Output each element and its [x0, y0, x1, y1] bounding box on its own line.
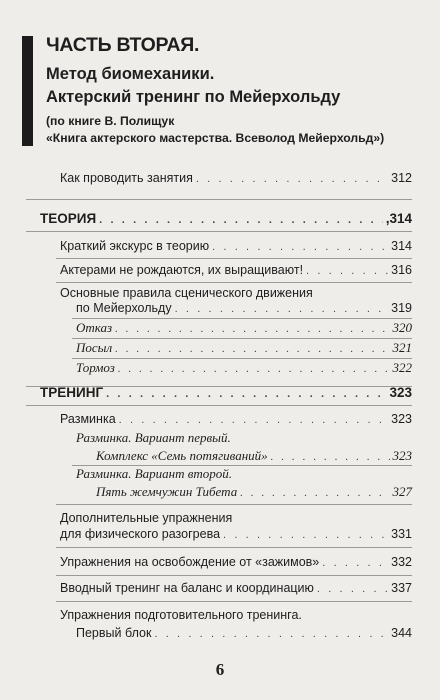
- toc-entry-title-line-1: Разминка. Вариант первый.: [76, 430, 231, 445]
- toc-section-title: ТРЕНИНГ: [40, 385, 104, 400]
- leader-dots: [175, 301, 389, 317]
- entry-divider: [72, 318, 412, 319]
- toc-entry-page: 337: [391, 581, 412, 595]
- toc-entry-page: 327: [392, 484, 412, 499]
- toc-entry-title: Краткий экскурс в теорию: [60, 239, 210, 253]
- page-number: 6: [215, 660, 225, 679]
- toc-entry-title: Тормоз: [76, 360, 115, 375]
- leader-dots: [271, 449, 390, 465]
- toc-entry-title-line-1: Дополнительные упражнения: [60, 511, 233, 525]
- toc-entry-page: 320: [392, 320, 412, 335]
- leader-dots: [223, 527, 388, 543]
- toc-entry-title-line-1: Разминка. Вариант второй.: [76, 466, 233, 481]
- toc-entry-page: 344: [391, 626, 412, 640]
- toc-entry-title: Разминка: [60, 412, 116, 426]
- toc-section-training[interactable]: [40, 385, 412, 402]
- leader-dots: [317, 581, 388, 597]
- toc-entry-page: 321: [392, 340, 412, 355]
- toc-section-theory[interactable]: [40, 211, 412, 228]
- entry-divider: [72, 338, 412, 339]
- toc-section-page: ,314: [385, 211, 412, 226]
- toc-entry-title: по Мейерхольду: [76, 301, 172, 315]
- entry-divider: [56, 575, 412, 576]
- leader-dots: [118, 361, 390, 377]
- toc-subentry[interactable]: [76, 320, 412, 337]
- leader-dots: [240, 485, 389, 501]
- section-divider: [26, 231, 412, 232]
- toc-subentry[interactable]: [76, 340, 412, 357]
- leader-dots: [106, 386, 386, 402]
- leader-dots: [322, 555, 388, 571]
- leader-dots: [154, 626, 388, 642]
- toc-entry-title: Посыл: [76, 340, 113, 355]
- toc-entry-title-line-1: Основные правила сценического движения: [60, 286, 313, 300]
- toc-entry[interactable]: [60, 411, 412, 428]
- toc-entry[interactable]: [76, 300, 412, 317]
- section-divider: [26, 199, 412, 200]
- toc-entry-page: 319: [391, 301, 412, 315]
- entry-divider: [56, 547, 412, 548]
- toc-entry-title: Упражнения на освобождение от «зажимов»: [60, 555, 320, 569]
- part-title: ЧАСТЬ ВТОРАЯ.: [46, 34, 200, 56]
- toc-entry-page: 331: [391, 527, 412, 541]
- toc-subentry[interactable]: [76, 360, 412, 377]
- leader-dots: [115, 321, 389, 337]
- toc-entry-title: Актерами не рождаются, их выращивают!: [60, 263, 304, 277]
- toc-entry-title: Первый блок: [76, 626, 152, 640]
- leader-dots: [212, 239, 388, 255]
- toc-entry[interactable]: [60, 580, 412, 597]
- toc-entry-title: Как проводить занятия: [60, 171, 193, 185]
- entry-divider: [56, 282, 412, 283]
- toc-entry-title: Вводный тренинг на баланс и координацию: [60, 581, 314, 595]
- method-title-line-2: Актерский тренинг по Мейерхольду: [46, 88, 341, 106]
- toc-section-title: ТЕОРИЯ: [40, 211, 97, 226]
- entry-divider: [56, 258, 412, 259]
- toc-entry[interactable]: [60, 554, 412, 571]
- toc-entry[interactable]: [60, 170, 412, 187]
- toc-entry[interactable]: [76, 625, 412, 642]
- entry-divider: [56, 601, 412, 602]
- leader-dots: [99, 212, 383, 228]
- toc-entry-page: 314: [391, 239, 412, 253]
- toc-entry-page: 322: [392, 360, 412, 375]
- toc-entry[interactable]: [60, 262, 412, 279]
- toc-entry-page: 316: [391, 263, 412, 277]
- toc-entry-page: 323: [392, 448, 412, 463]
- toc-entry-title-line-1: Упражнения подготовительного тренинга.: [60, 608, 302, 622]
- toc-entry-title: Отказ: [76, 320, 113, 335]
- entry-divider: [72, 358, 412, 359]
- toc-entry-page: 332: [391, 555, 412, 569]
- toc-entry-title: для физического разогрева: [60, 527, 221, 541]
- entry-divider: [56, 504, 412, 505]
- toc-entry[interactable]: [60, 526, 412, 543]
- leader-dots: [306, 263, 388, 279]
- toc-entry-page: 312: [391, 171, 412, 185]
- toc-subentry[interactable]: [96, 484, 412, 501]
- leader-dots: [196, 171, 388, 187]
- leader-dots: [119, 412, 389, 428]
- toc-entry-page: 323: [391, 412, 412, 426]
- toc-entry[interactable]: [60, 238, 412, 255]
- source-note-line-1: (по книге В. Полищук: [46, 114, 175, 128]
- source-note-line-2: «Книга актерского мастерства. Всеволод Мейерхольд»): [46, 131, 385, 145]
- toc-subentry[interactable]: [96, 448, 412, 465]
- section-divider: [26, 405, 412, 406]
- method-title-line-1: Метод биомеханики.: [46, 65, 215, 83]
- toc-entry-title: Комплекс «Семь потягиваний»: [96, 448, 268, 463]
- toc-entry-title: Пять жемчужин Тибета: [96, 484, 238, 499]
- toc-section-page: 323: [389, 385, 412, 400]
- leader-dots: [115, 341, 389, 357]
